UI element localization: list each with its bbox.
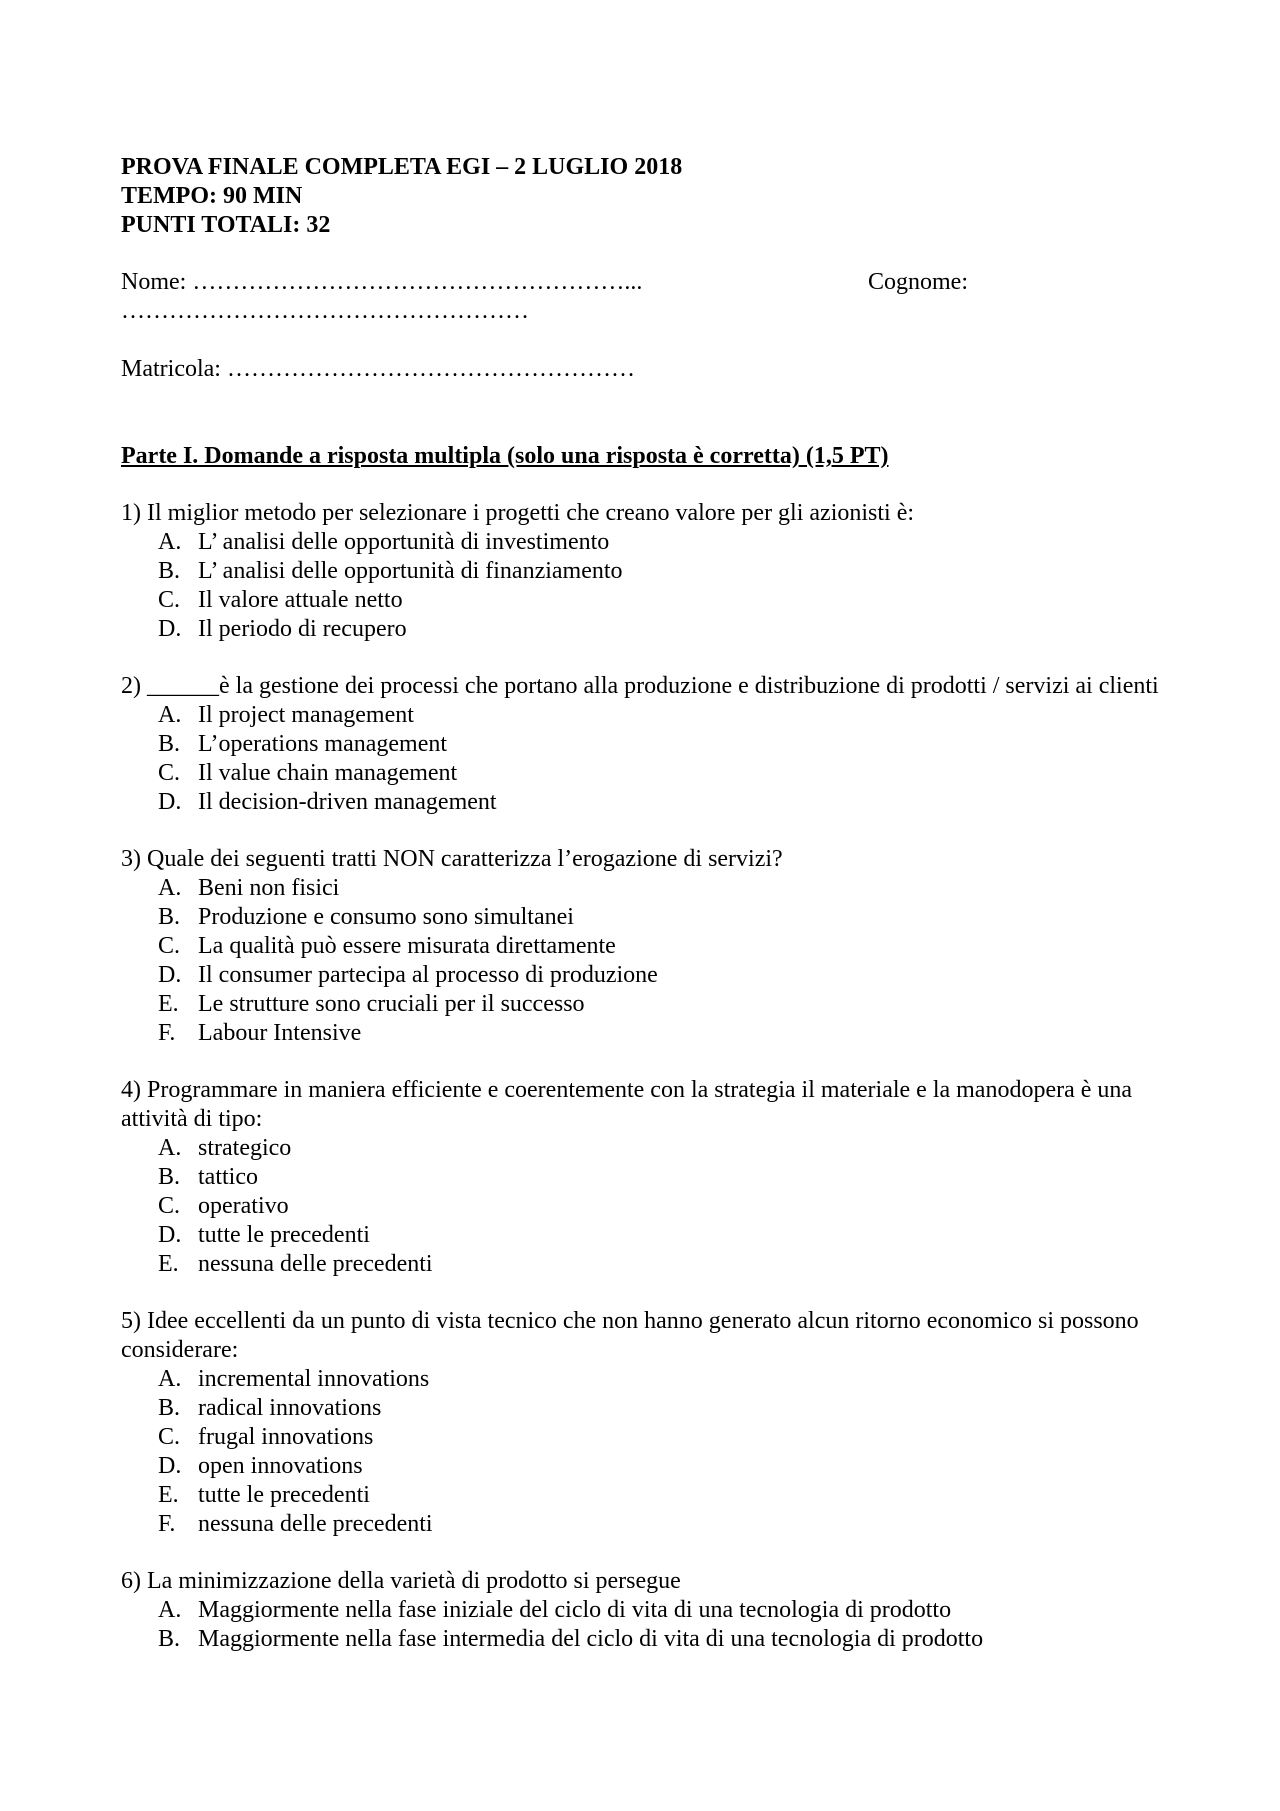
option-letter: D. [158, 789, 182, 815]
option-letter: B. [158, 558, 181, 584]
option-text: L’ analisi delle opportunità di finanziamento [198, 558, 623, 584]
option-text: tutte le precedenti [198, 1222, 370, 1248]
option-letter: D. [158, 962, 182, 988]
option-text: Il consumer partecipa al processo di produzione [198, 962, 658, 988]
option-text: open innovations [198, 1453, 363, 1479]
option-letter: D. [158, 1453, 182, 1479]
student-info [121, 268, 1161, 384]
answer-options [121, 1134, 1161, 1279]
question-text: 4) Programmare in maniera efficiente e coerentemente con la strategia il materiale e la manodopera è una attività di tipo: [121, 1077, 1133, 1132]
option-letter: E. [158, 991, 179, 1017]
option-text: Il value chain management [198, 760, 458, 786]
question-3 [121, 845, 1161, 1048]
option-text: incremental innovations [198, 1366, 430, 1392]
option-letter: D. [158, 616, 182, 642]
question-text: 2) ______è la gestione dei processi che portano alla produzione e distribuzione di prodotti / servizi ai clienti [121, 673, 1159, 699]
option-letter: B. [158, 1626, 181, 1652]
exam-page [121, 153, 1161, 1654]
option-letter: D. [158, 1222, 182, 1248]
answer-option [121, 1452, 1161, 1481]
option-letter: A. [158, 1366, 182, 1392]
option-letter: F. [158, 1511, 176, 1537]
question-2 [121, 672, 1161, 817]
option-letter: C. [158, 1424, 181, 1450]
answer-option [121, 990, 1161, 1019]
question-1 [121, 499, 1161, 644]
option-letter: B. [158, 1395, 181, 1421]
answer-option [121, 586, 1161, 615]
answer-option [121, 961, 1161, 990]
answer-options [121, 701, 1161, 817]
option-text: tattico [198, 1164, 258, 1190]
option-text: nessuna delle precedenti [198, 1511, 433, 1537]
name-row [121, 268, 1161, 297]
option-text: L’ analisi delle opportunità di investimento [198, 529, 610, 555]
answer-option [121, 1192, 1161, 1221]
answer-option [121, 1365, 1161, 1394]
option-text: nessuna delle precedenti [198, 1251, 433, 1277]
option-text: Il valore attuale netto [198, 587, 403, 613]
answer-option [121, 1423, 1161, 1452]
option-letter: C. [158, 933, 181, 959]
answer-option [121, 1019, 1161, 1048]
cognome-label: Cognome: [868, 269, 968, 295]
option-text: Produzione e consumo sono simultanei [198, 904, 574, 930]
matricola-field: Matricola: …………………………………………… [121, 356, 635, 382]
answer-option [121, 615, 1161, 644]
option-letter: C. [158, 760, 181, 786]
answer-option [121, 1163, 1161, 1192]
option-letter: B. [158, 904, 181, 930]
option-letter: A. [158, 875, 182, 901]
question-list [121, 499, 1161, 1654]
answer-options [121, 528, 1161, 644]
answer-option [121, 1250, 1161, 1279]
answer-options [121, 1596, 1161, 1654]
option-letter: A. [158, 529, 182, 555]
option-letter: A. [158, 1597, 182, 1623]
nome-field: Nome: ………………………………………………... [121, 269, 643, 295]
option-text: tutte le precedenti [198, 1482, 370, 1508]
answer-option [121, 528, 1161, 557]
question-text: 5) Idee eccellenti da un punto di vista tecnico che non hanno generato alcun ritorno economico si possono considerare: [121, 1308, 1139, 1363]
option-letter: A. [158, 702, 182, 728]
question-4 [121, 1076, 1161, 1279]
option-text: frugal innovations [198, 1424, 374, 1450]
option-letter: B. [158, 1164, 181, 1190]
option-letter: C. [158, 1193, 181, 1219]
answer-option [121, 874, 1161, 903]
answer-option [121, 1134, 1161, 1163]
answer-option [121, 1625, 1161, 1654]
option-text: L’operations management [198, 731, 448, 757]
option-text: Le strutture sono cruciali per il successo [198, 991, 585, 1017]
option-text: Il project management [198, 702, 414, 728]
question-text: 6) La minimizzazione della varietà di prodotto si persegue [121, 1568, 681, 1594]
option-text: La qualità può essere misurata direttamente [198, 933, 616, 959]
option-text: Maggiormente nella fase intermedia del ciclo di vita di una tecnologia di prodotto [198, 1626, 984, 1652]
option-text: Il periodo di recupero [198, 616, 407, 642]
option-text: operativo [198, 1193, 289, 1219]
exam-total-points: PUNTI TOTALI: 32 [121, 212, 331, 238]
part-title: Parte I. Domande a risposta multipla (solo una risposta è corretta) (1,5 PT) [121, 443, 889, 469]
answer-option [121, 788, 1161, 817]
option-text: Maggiormente nella fase iniziale del ciclo di vita di una tecnologia di prodotto [198, 1597, 952, 1623]
option-text: radical innovations [198, 1395, 382, 1421]
answer-option [121, 557, 1161, 586]
answer-option [121, 701, 1161, 730]
option-letter: C. [158, 587, 181, 613]
option-text: Beni non fisici [198, 875, 340, 901]
answer-option [121, 903, 1161, 932]
answer-option [121, 1510, 1161, 1539]
answer-option [121, 1394, 1161, 1423]
answer-option [121, 730, 1161, 759]
option-text: strategico [198, 1135, 292, 1161]
question-5 [121, 1307, 1161, 1539]
option-letter: F. [158, 1020, 176, 1046]
exam-title: PROVA FINALE COMPLETA EGI – 2 LUGLIO 2018 [121, 154, 683, 180]
question-6 [121, 1567, 1161, 1654]
option-letter: B. [158, 731, 181, 757]
exam-header [121, 153, 1161, 240]
option-letter: E. [158, 1482, 179, 1508]
option-letter: A. [158, 1135, 182, 1161]
answer-option [121, 1596, 1161, 1625]
answer-option [121, 932, 1161, 961]
exam-time: TEMPO: 90 MIN [121, 183, 303, 209]
answer-option [121, 1221, 1161, 1250]
answer-options [121, 1365, 1161, 1539]
option-text: Il decision-driven management [198, 789, 497, 815]
question-text: 1) Il miglior metodo per selezionare i progetti che creano valore per gli azionisti è: [121, 500, 915, 526]
option-letter: E. [158, 1251, 179, 1277]
answer-option [121, 759, 1161, 788]
question-text: 3) Quale dei seguenti tratti NON caratterizza l’erogazione di servizi? [121, 846, 783, 872]
answer-options [121, 874, 1161, 1048]
answer-option [121, 1481, 1161, 1510]
cognome-dots: …………………………………………… [121, 298, 529, 324]
option-text: Labour Intensive [198, 1020, 362, 1046]
